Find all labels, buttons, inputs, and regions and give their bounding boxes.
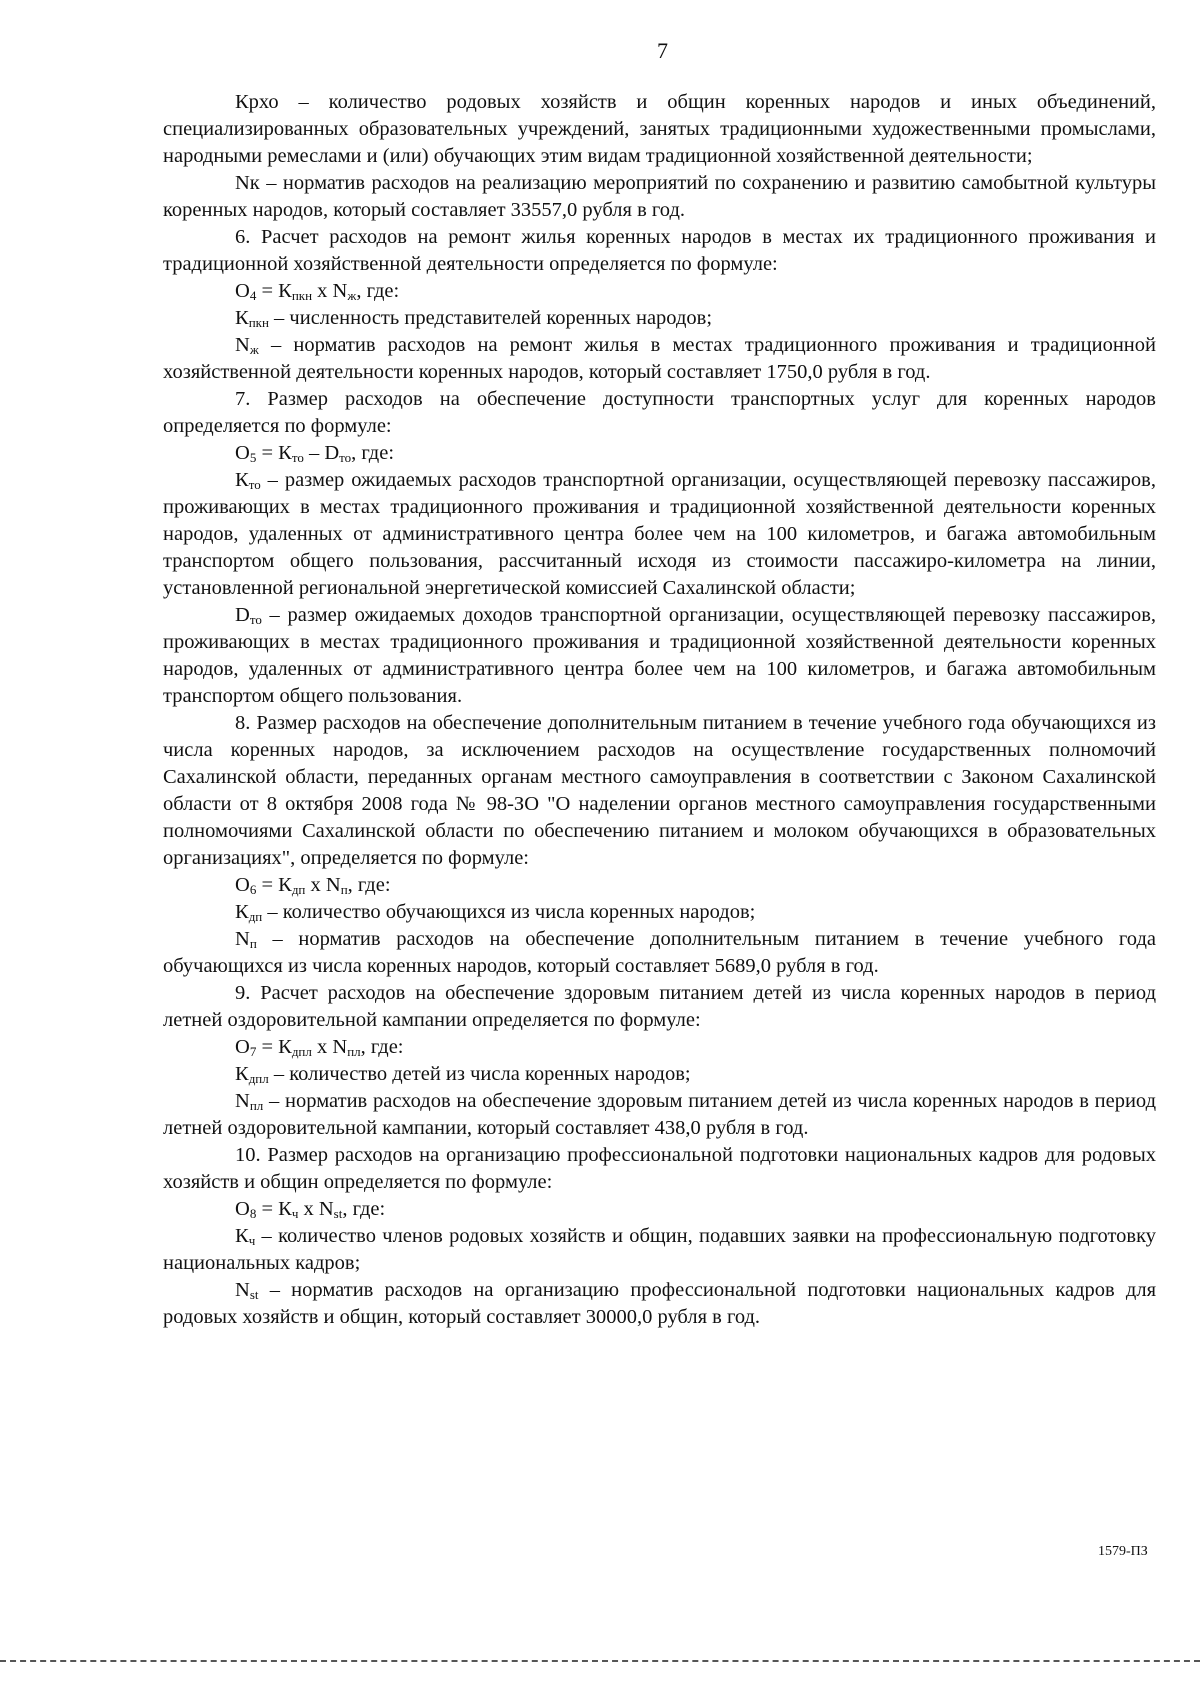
formula-o6: $O_6 = К_{дп}$ х $N_п$, где: [235, 874, 391, 897]
paragraph-nk: Nк – норматив расходов на реализацию мероприятий по сохранению и развитию самобытной культуры коренных народов, который составляет 33557,0 рубля в год. [163, 172, 1156, 221]
definition-kpkn: $К_{пкн}$ – численность представителей коренных народов; [235, 307, 713, 330]
definition-kch: $К_ч$ – количество членов родовых хозяйств и общин, подавших заявки на профессиональную подготовку национальных кадров; [163, 1225, 1157, 1274]
formula-o4: $O_4 = К_{пкн}$ х $N_ж$, где: [235, 280, 400, 303]
definition-nst: $N_{st}$ – норматив расходов на организацию профессиональной подготовки национальных кадров для родовых хозяйств и общин, который составляет 30000,0 рубля в год. [163, 1279, 1156, 1328]
paragraph-krho: Крхо – количество родовых хозяйств и общин коренных народов и иных объединений, специализированных образовательных учреждений, занятых традиционными художественными промыслами, народными ремеслами и (или) обучающих этим видам традиционной хозяйственной деятельности; [163, 91, 1156, 167]
paragraph-6: 6. Расчет расходов на ремонт жилья коренных народов в местах их традиционного проживания и традиционной хозяйственной деятельности определяется по формуле: [163, 226, 1156, 275]
page-number: 7 [657, 38, 668, 63]
definition-np: $N_п$ – норматив расходов на обеспечение дополнительным питанием в течение учебного года обучающихся из числа коренных народов, который составляет 5689,0 рубля в год. [163, 928, 1156, 977]
paragraph-9: 9. Расчет расходов на обеспечение здоровым питанием детей из числа коренных народов в период летней оздоровительной кампании определяется по формуле: [163, 982, 1156, 1031]
document-body [163, 89, 1156, 1331]
formula-o7: $O_7 = К_{дпл}$ х $N_{пл}$, где: [235, 1036, 404, 1059]
document-code: 1579-ПЗ [1098, 1544, 1148, 1559]
definition-nzh: $N_ж$ – норматив расходов на ремонт жилья в местах традиционного проживания и традиционной хозяйственной деятельности коренных народов, который составляет 1750,0 рубля в год. [163, 334, 1157, 383]
definition-dto: $D_{то}$ – размер ожидаемых доходов транспортной организации, осуществляющей перевозку пассажиров, проживающих в местах традиционного проживания и традиционной хозяйственной деятельности коренных народов, удаленных от административного центра более чем на 100 километров, и багажа автомобильным транспортом общего пользования. [163, 604, 1156, 707]
paragraph-7: 7. Размер расходов на обеспечение доступности транспортных услуг для коренных народов определяется по формуле: [163, 388, 1156, 437]
formula-o8: $O_8 = К_ч$ х $N_{st}$, где: [235, 1198, 386, 1221]
formula-o5: $O_5 = К_{то} - D_{то}$, где: [235, 442, 395, 465]
definition-kto: $К_{то}$ – размер ожидаемых расходов транспортной организации, осуществляющей перевозку пассажиров, проживающих в местах традиционного проживания и традиционной хозяйственной деятельности коренных народов, удаленных от административного центра более чем на 100 километров, и багажа автомобильным транспортом общего пользования, рассчитанный исходя из стоимости пассажиро-километра на линии, установленной региональной энергетической комиссией Сахалинской области; [163, 469, 1156, 599]
paragraph-8: 8. Размер расходов на обеспечение дополнительным питанием в течение учебного года обучающихся из числа коренных народов, за исключением расходов на осуществление государственных полномочий Сахалинской области, переданных органам местного самоуправления в соответствии с Законом Сахалинской области от 8 октября 2008 года № 98-ЗО "О наделении органов местного самоуправления государственными полномочиями Сахалинской области по обеспечению питанием и молоком обучающихся в образовательных организациях", определяется по формуле: [163, 712, 1156, 869]
definition-kdp: $К_{дп}$ – количество обучающихся из числа коренных народов; [235, 901, 756, 924]
scan-edge-divider [0, 1660, 1200, 1662]
definition-kdpl: $К_{дпл}$ – количество детей из числа коренных народов; [235, 1063, 691, 1086]
paragraph-10: 10. Размер расходов на организацию профессиональной подготовки национальных кадров для родовых хозяйств и общин определяется по формуле: [163, 1144, 1156, 1193]
definition-npl: $N_{пл}$ – норматив расходов на обеспечение здоровым питанием детей из числа коренных народов в период летней оздоровительной кампании, который составляет 438,0 рубля в год. [163, 1090, 1157, 1139]
